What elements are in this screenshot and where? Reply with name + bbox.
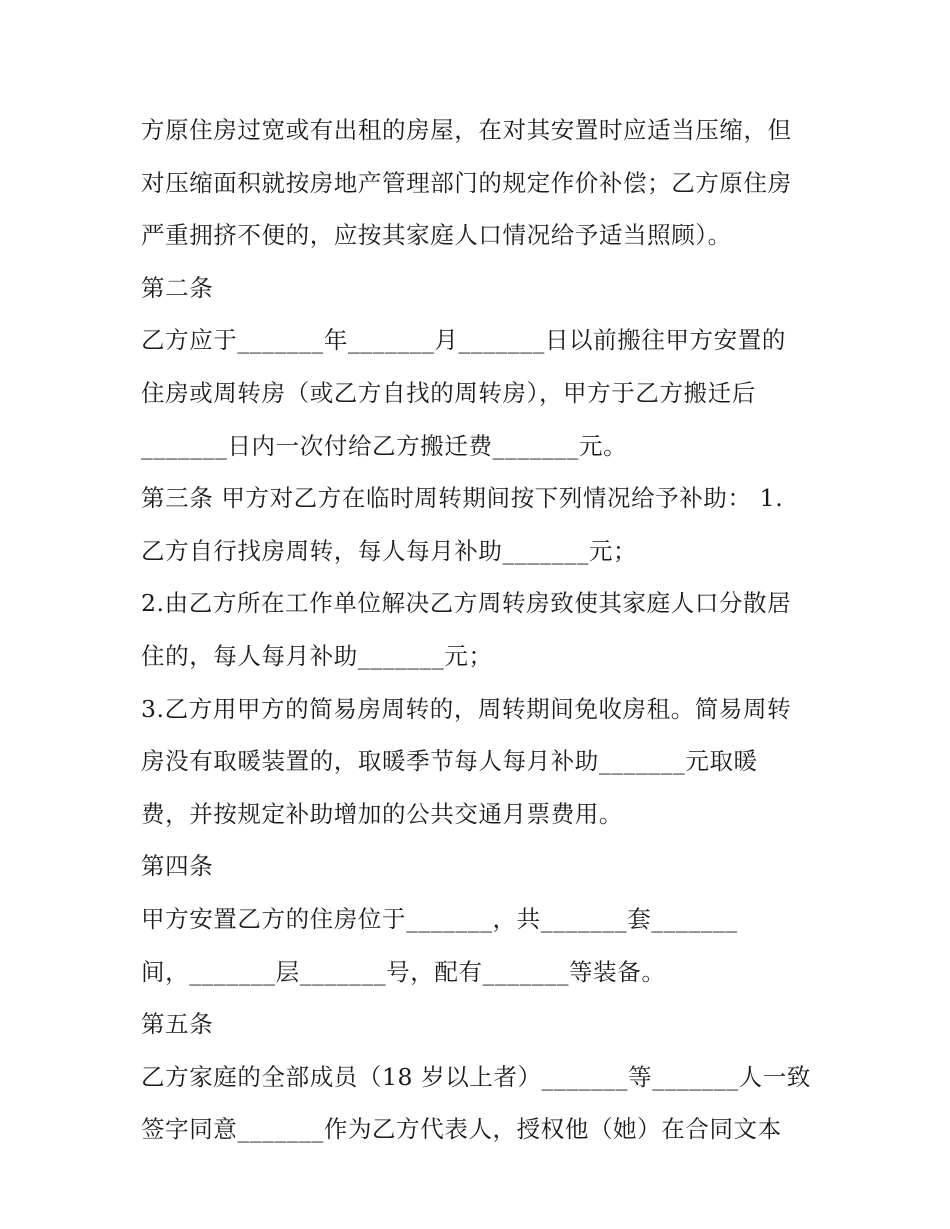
text-line: 间，_______层_______号，配有_______等装备。 — [141, 957, 666, 986]
text-line: 费，并按规定补助增加的公共交通月票费用。 — [141, 799, 623, 828]
text-line: 乙方家庭的全部成员（18 岁以上者）_______等_______人一致 — [141, 1062, 811, 1091]
text-line: 乙方应于_______年_______月_______日以前搬往甲方安置的 — [141, 326, 786, 355]
text-line: 甲方安置乙方的住房位于_______，共_______套_______ — [141, 904, 738, 933]
text-line: 签字同意_______作为乙方代表人，授权他（她）在合同文本 — [141, 1115, 782, 1144]
text-line: 对压缩面积就按房地产管理部门的规定作价补偿；乙方原住房 — [141, 168, 792, 197]
document-body — [141, 104, 821, 1156]
text-line: 住的，每人每月补助_______元； — [141, 641, 493, 670]
text-line: 严重拥挤不便的，应按其家庭人口情况给予适当照顾）。 — [141, 221, 732, 250]
article-heading-3: 第三条 甲方对乙方在临时周转期间按下列情况给予补助： 1. — [141, 484, 784, 513]
article-heading-5: 第五条 — [141, 1010, 214, 1039]
text-line: 3.乙方用甲方的简易房周转的，周转期间免收房租。简易周转 — [141, 694, 792, 723]
text-line: 方原住房过宽或有出租的房屋，在对其安置时应适当压缩，但 — [141, 116, 792, 144]
text-line: 住房或周转房（或乙方自找的周转房），甲方于乙方搬迁后 — [141, 378, 756, 407]
text-line: 房没有取暖装置的，取暖季节每人每月补助_______元取暖 — [141, 747, 758, 776]
article-heading-2: 第二条 — [141, 273, 214, 302]
text-line: 2.由乙方所在工作单位解决乙方周转房致使其家庭人口分散居 — [141, 589, 792, 618]
text-line: 乙方自行找房周转，每人每月补助_______元； — [141, 536, 638, 565]
text-line: _______日内一次付给乙方搬迁费_______元。 — [141, 431, 628, 460]
article-heading-4: 第四条 — [141, 852, 214, 881]
